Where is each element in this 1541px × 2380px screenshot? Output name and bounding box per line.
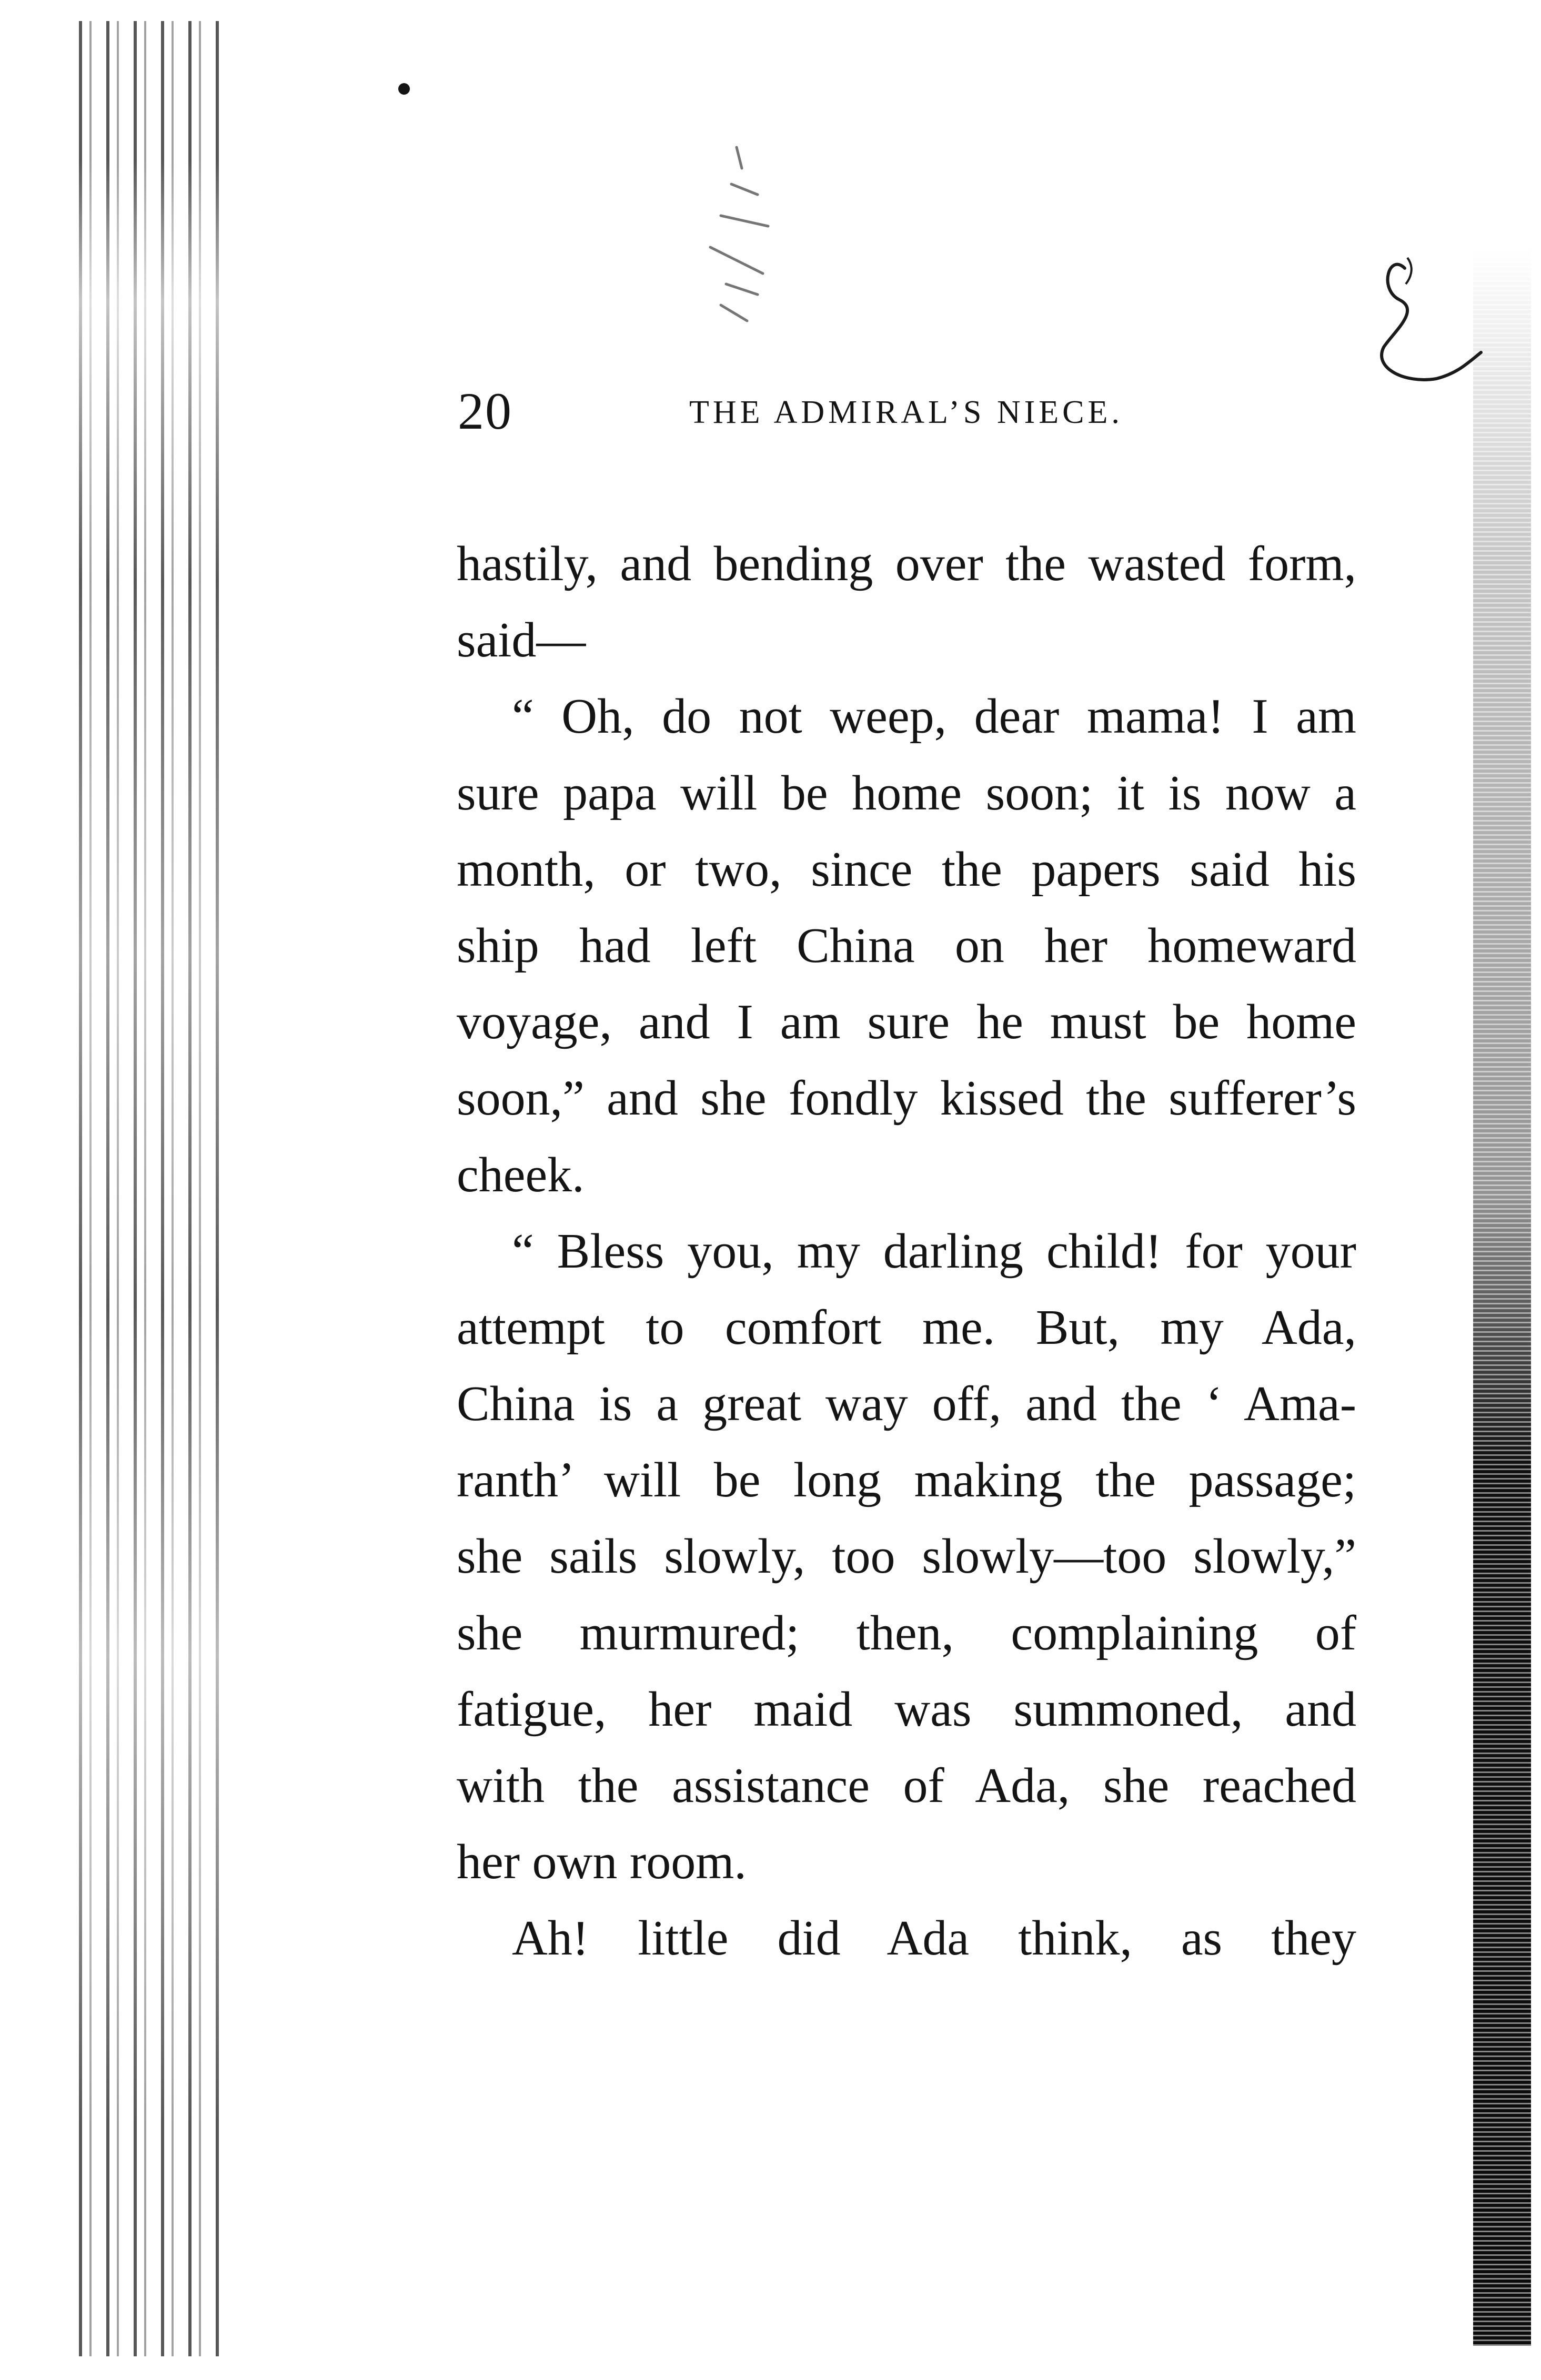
text-line: Ah! little did Ada think, as they — [512, 1911, 1356, 1966]
scanned-page-edge-right — [1473, 247, 1531, 2346]
pencil-hook-mark — [1357, 247, 1484, 405]
text-line: ranth’ will be long making the passage; — [457, 1453, 1356, 1508]
body-text — [457, 526, 1356, 1977]
text-line: month, or two, since the papers said his — [457, 842, 1356, 897]
text-line: she murmured; then, complaining of — [457, 1605, 1356, 1660]
text-line: her own room. — [457, 1835, 747, 1890]
text-line: cheek. — [457, 1147, 585, 1202]
text-line: ship had left China on her homeward — [457, 918, 1356, 973]
page-number: 20 — [458, 382, 512, 440]
text-line: “ Bless you, my darling child! for your — [512, 1223, 1356, 1279]
text-line: she sails slowly, too slowly—too slowly,” — [457, 1529, 1356, 1584]
text-line: China is a great way off, and the ‘ Ama- — [457, 1376, 1356, 1432]
running-head — [458, 380, 1363, 443]
text-line: voyage, and I am sure he must be home — [457, 995, 1356, 1050]
ink-dot-mark — [398, 83, 410, 95]
text-line: attempt to comfort me. But, my Ada, — [457, 1300, 1356, 1355]
text-line: with the assistance of Ada, she reached — [457, 1758, 1356, 1813]
running-title: THE ADMIRAL’S NIECE. — [689, 394, 1123, 430]
pencil-scribble-mark — [700, 137, 805, 337]
text-line: soon,” and she fondly kissed the sufferer’s — [457, 1071, 1356, 1126]
text-line: “ Oh, do not weep, dear mama! I am — [512, 689, 1356, 744]
text-line: fatigue, her maid was summoned, and — [457, 1682, 1356, 1737]
text-line: said— — [457, 613, 586, 668]
scanned-page-edge-left — [79, 21, 226, 2356]
text-line: hastily, and bending over the wasted form, — [457, 536, 1356, 591]
text-line: sure papa will be home soon; it is now a — [457, 765, 1356, 821]
